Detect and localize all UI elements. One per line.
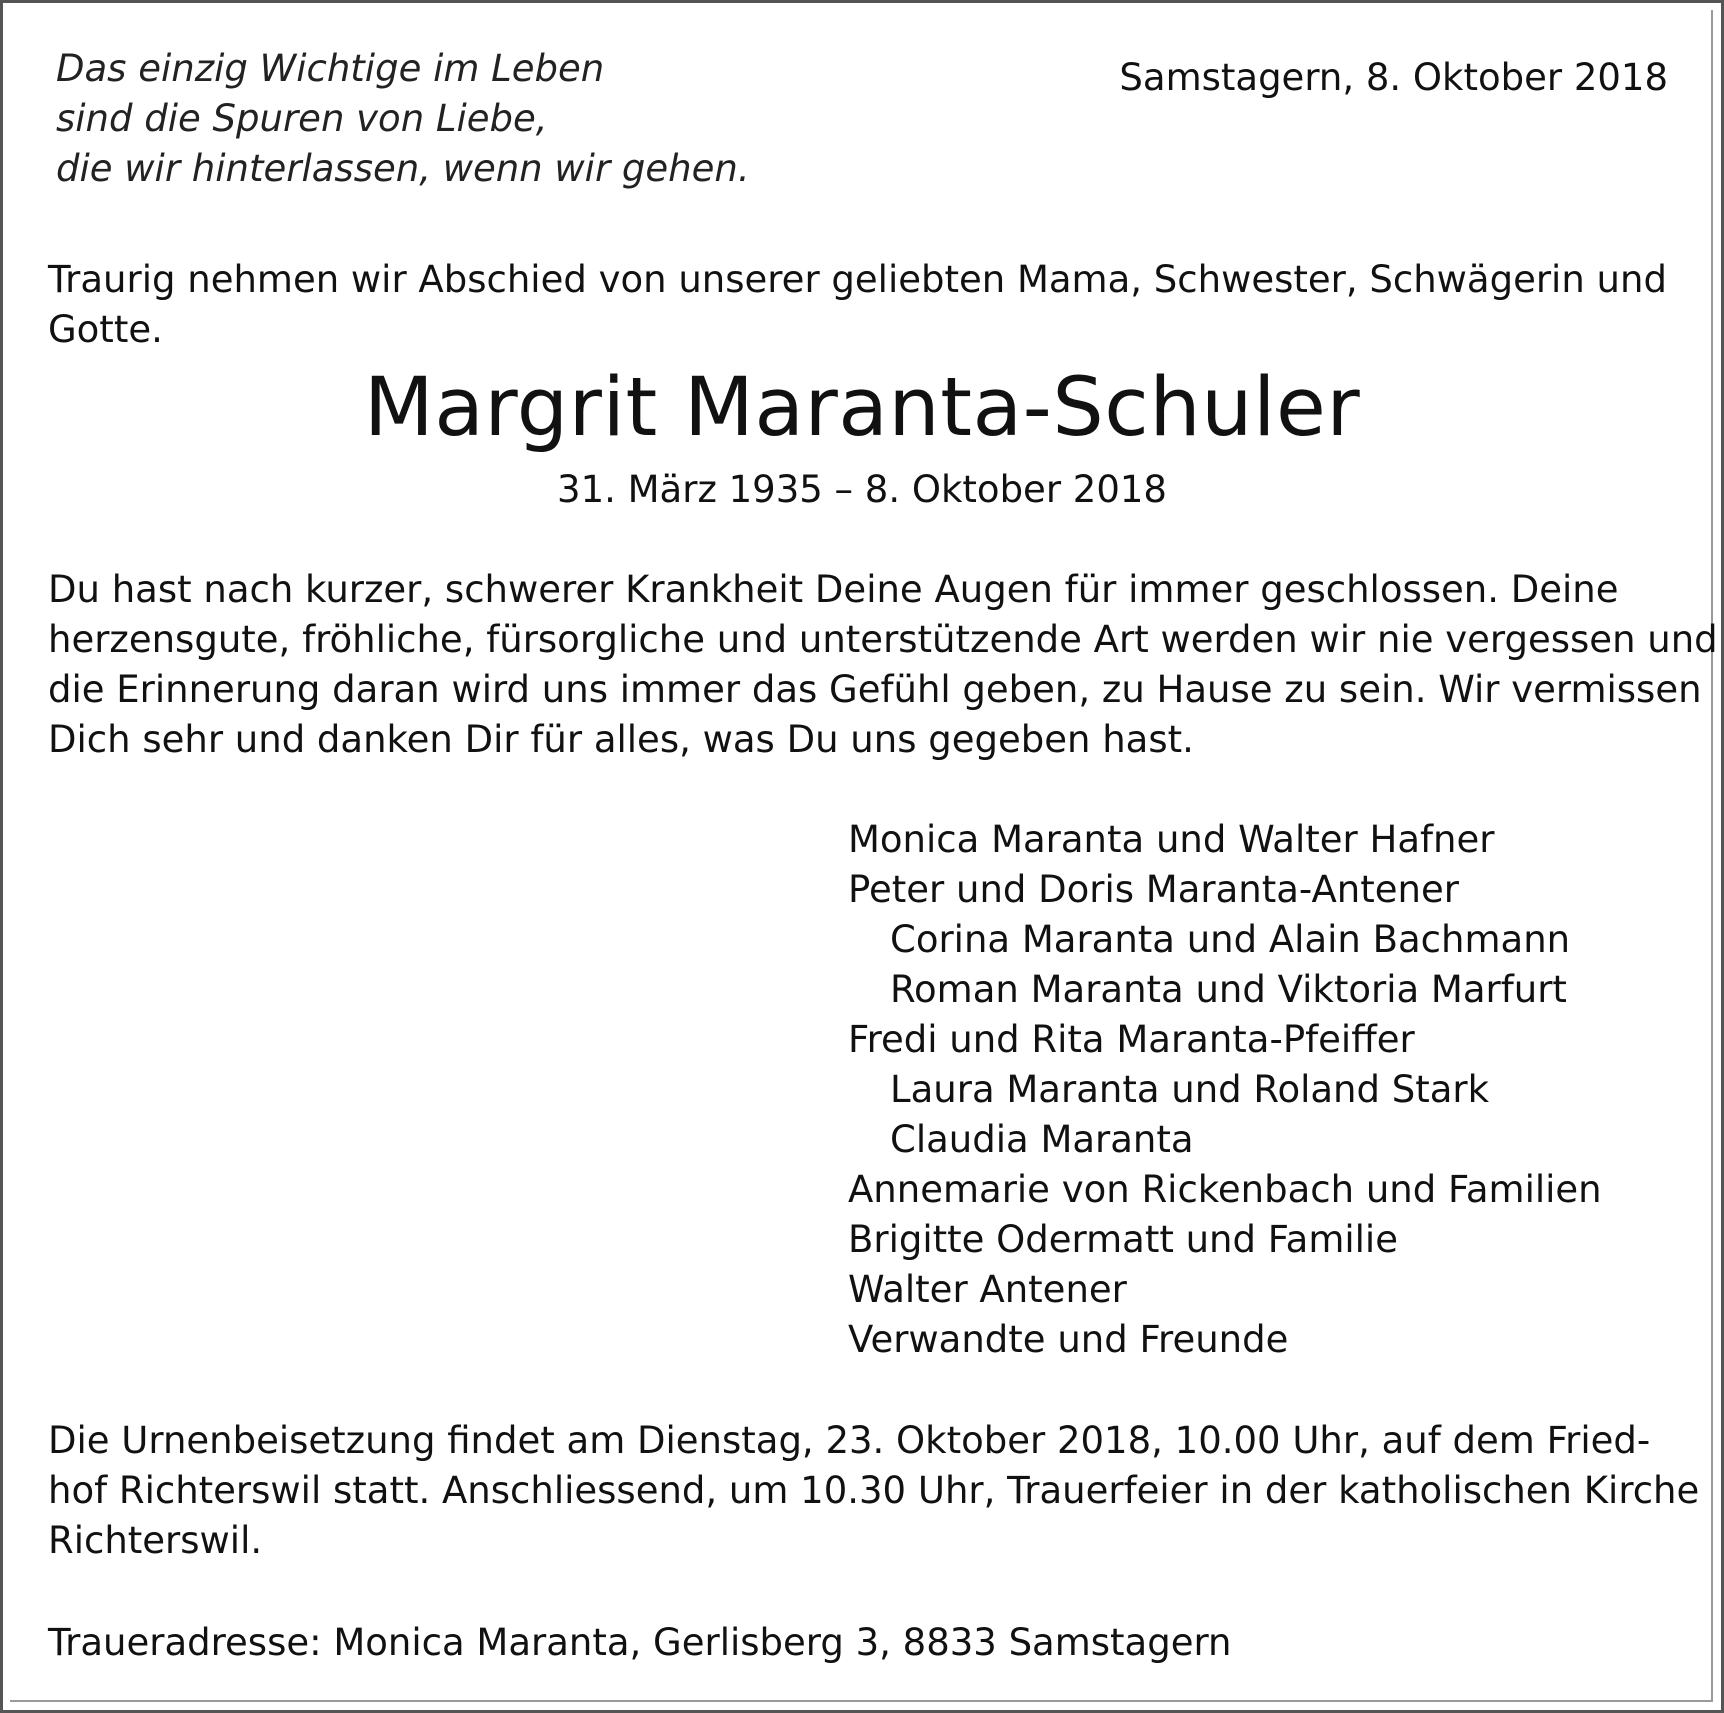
quote-line: die wir hinterlassen, wenn wir gehen.: [56, 147, 750, 190]
life-dates: 31. März 1935 – 8. Oktober 2018: [557, 468, 1167, 511]
quote-line: sind die Spuren von Liebe,: [56, 97, 548, 140]
mourner-entry: Claudia Maranta: [890, 1118, 1194, 1161]
ceremony-line: Richterswil.: [48, 1519, 263, 1562]
mourner-entry: Laura Maranta und Roland Stark: [890, 1068, 1490, 1111]
intro-text: [48, 255, 1678, 355]
mourner-entry: Fredi und Rita Maranta-Pfeiffer: [848, 1018, 1415, 1061]
message-line: herzensgute, fröhliche, fürsorgliche und unterstützende Art werden wir nie vergessen und: [48, 618, 1718, 661]
mourner-entry: Monica Maranta und Walter Hafner: [848, 818, 1495, 861]
mourner-entry: Annemarie von Rickenbach und Familien: [848, 1168, 1602, 1211]
ceremony-line: Die Urnenbeisetzung findet am Dienstag, 23. Oktober 2018, 10.00 Uhr, auf dem Fried-: [48, 1419, 1651, 1462]
mourner-entry: Roman Maranta und Viktoria Marfurt: [890, 968, 1567, 1011]
mourner-entry: Walter Antener: [848, 1268, 1127, 1311]
mourner-entry: Brigitte Odermatt und Familie: [848, 1218, 1398, 1261]
ceremony-info: [48, 1416, 1699, 1566]
mourners-list: [848, 815, 1602, 1365]
farewell-message: [48, 565, 1718, 765]
intro-line: Traurig nehmen wir Abschied von unserer geliebten Mama, Schwester, Schwägerin und: [48, 258, 1667, 301]
quote-line: Das einzig Wichtige im Leben: [56, 47, 605, 90]
message-line: die Erinnerung daran wird uns immer das Gefühl geben, zu Hause zu sein. Wir vermissen: [48, 668, 1702, 711]
mourner-entry: Peter und Doris Maranta-Antener: [848, 868, 1459, 911]
intro-line: Gotte.: [48, 308, 163, 351]
mourner-entry: Verwandte und Freunde: [848, 1318, 1289, 1361]
message-line: Du hast nach kurzer, schwerer Krankheit Deine Augen für immer geschlossen. Deine: [48, 568, 1619, 611]
ceremony-line: hof Richterswil statt. Anschliessend, um 10.30 Uhr, Trauerfeier in der katholischen Kirche: [48, 1469, 1700, 1512]
place-date: Samstagern, 8. Oktober 2018: [1119, 56, 1668, 99]
mourning-address: Traueradresse: Monica Maranta, Gerlisberg 3, 8833 Samstagern: [48, 1621, 1232, 1664]
mourner-entry: Corina Maranta und Alain Bachmann: [890, 918, 1571, 961]
deceased-name: Margrit Maranta-Schuler: [363, 361, 1361, 455]
message-line: Dich sehr und danken Dir für alles, was Du uns gegeben hast.: [48, 718, 1194, 761]
opening-quote: [56, 44, 750, 194]
